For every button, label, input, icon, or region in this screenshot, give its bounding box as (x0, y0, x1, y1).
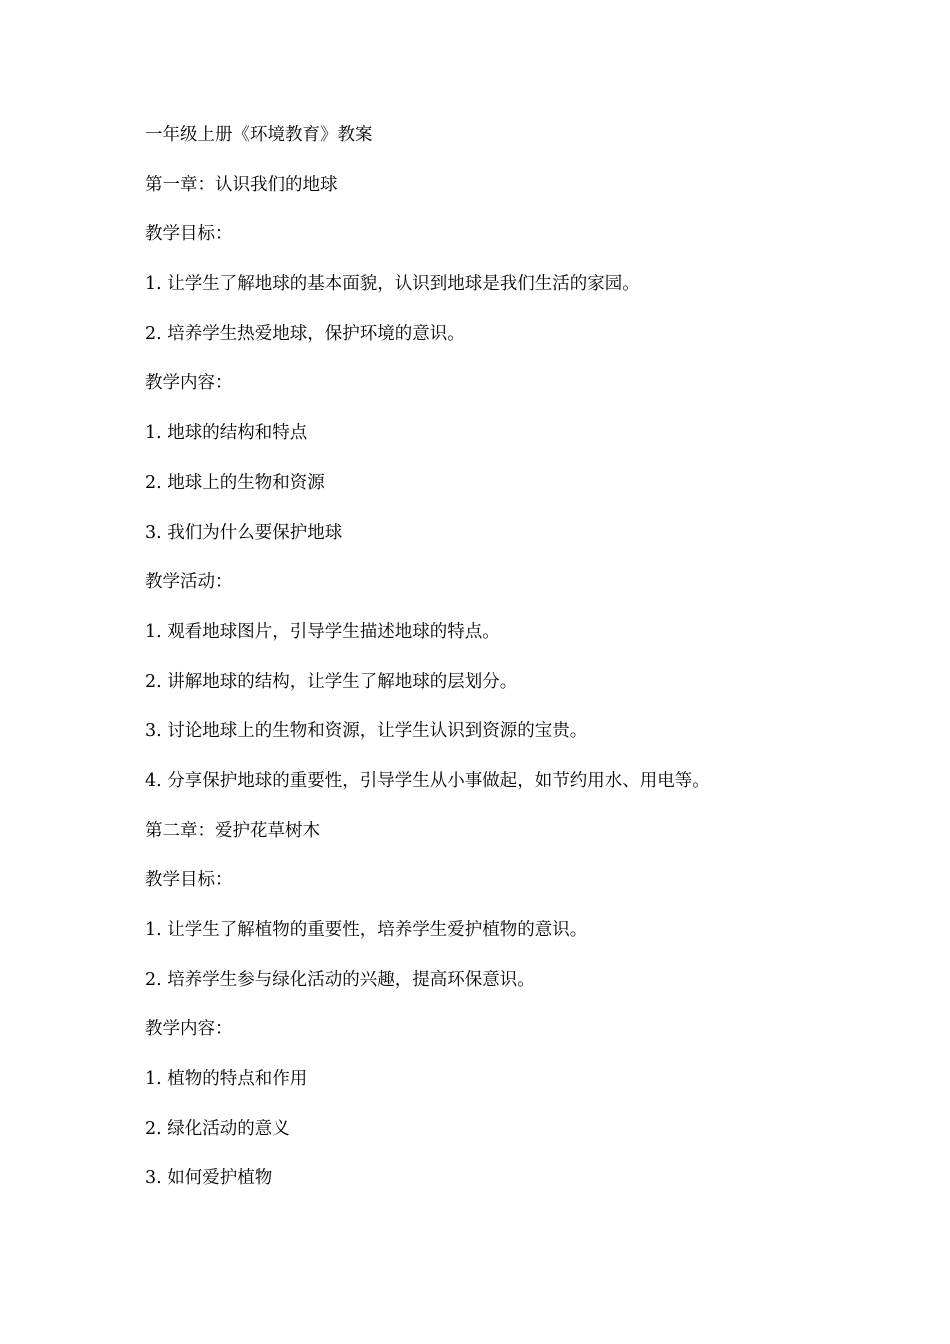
document-title: 一年级上册《环境教育》教案 (145, 125, 373, 145)
section-heading: 教学目标： (145, 224, 233, 245)
section-heading: 教学内容： (145, 373, 233, 394)
list-item: 1. 让学生了解植物的重要性，培养学生爱护植物的意识。 (145, 920, 588, 940)
list-item: 3. 我们为什么要保护地球 (145, 522, 343, 543)
list-item: 1. 让学生了解地球的基本面貌，认识到地球是我们生活的家园。 (145, 274, 640, 295)
document-body (145, 121, 845, 1214)
list-item: 1. 地球的结构和特点 (145, 423, 308, 444)
section-heading: 教学目标： (145, 870, 233, 891)
list-item: 2. 讲解地球的结构，让学生了解地球的层划分。 (145, 671, 518, 692)
chapter-heading: 第二章：爱护花草树木 (145, 820, 320, 841)
list-item: 4. 分享保护地球的重要性，引导学生从小事做起，如节约用水、用电等。 (145, 770, 710, 791)
list-item: 1. 观看地球图片，引导学生描述地球的特点。 (145, 621, 500, 642)
chapter-heading: 第一章：认识我们的地球 (145, 174, 338, 195)
list-item: 2. 绿化活动的意义 (145, 1118, 290, 1139)
list-item: 3. 讨论地球上的生物和资源，让学生认识到资源的宝贵。 (145, 721, 588, 742)
section-heading: 教学内容： (145, 1019, 233, 1040)
list-item: 1. 植物的特点和作用 (145, 1069, 308, 1090)
section-heading: 教学活动： (145, 572, 233, 593)
list-item: 2. 培养学生热爱地球，保护环境的意识。 (145, 323, 465, 344)
list-item: 2. 地球上的生物和资源 (145, 472, 325, 493)
list-item: 3. 如何爱护植物 (145, 1168, 273, 1189)
list-item: 2. 培养学生参与绿化活动的兴趣，提高环保意识。 (145, 969, 535, 990)
